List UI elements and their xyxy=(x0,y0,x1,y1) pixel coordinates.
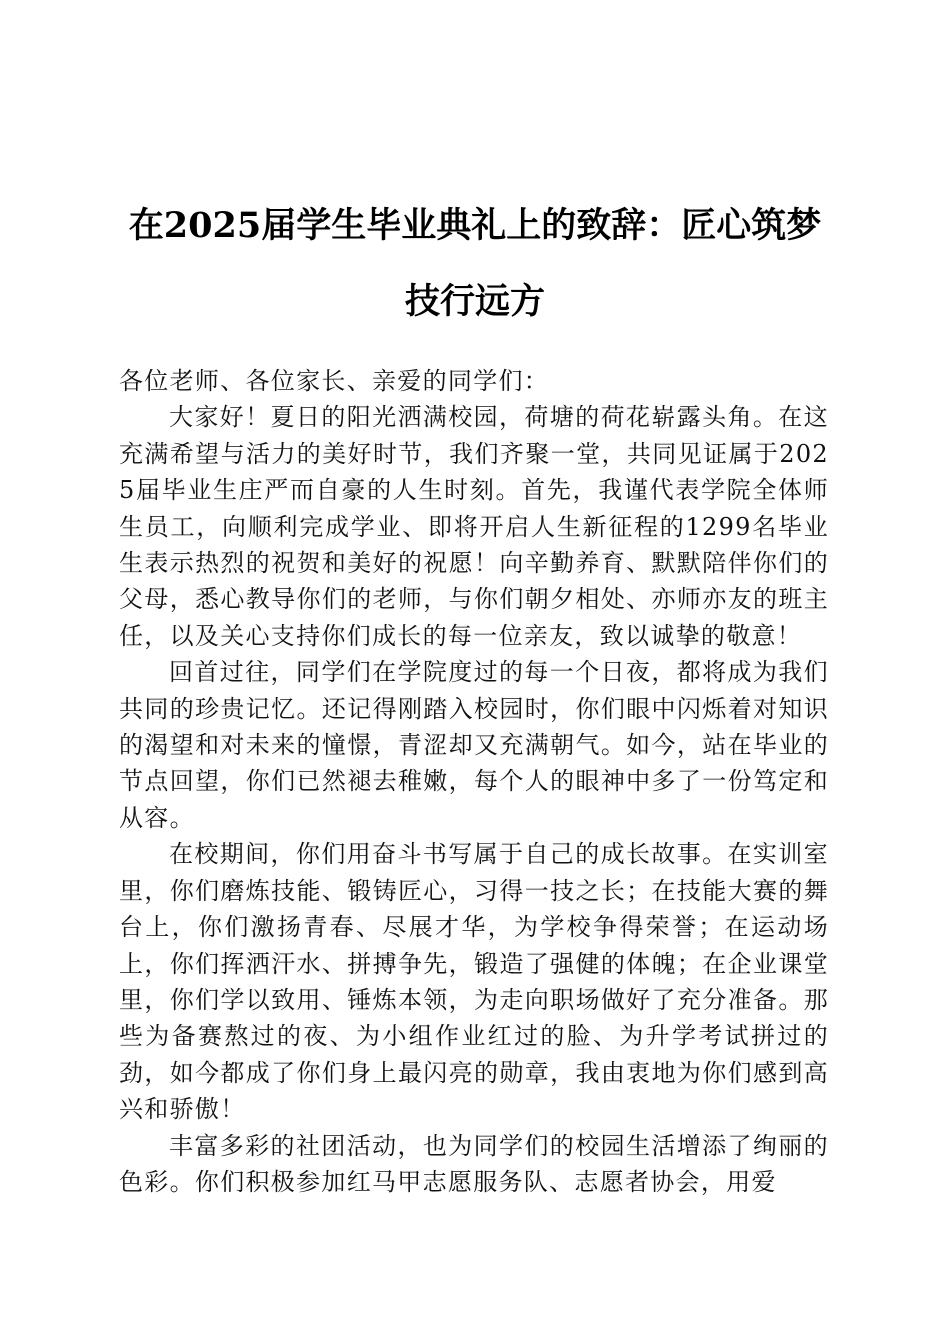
title-line-2: 技行远方 xyxy=(404,281,545,322)
salutation: 各位老师、各位家长、亲爱的同学们： xyxy=(119,367,550,395)
paragraph: 在校期间，你们用奋斗书写属于自己的成长故事。在实训室里，你们磨炼技能、锻铸匠心，习得一技之长；在技能大赛的舞台上，你们激扬青春、尽展才华，为学校争得荣誉；在运动场上，你们挥洒汗水、拼搏争先，锻造了强健的体魄；在企业课堂里，你们学以致用、锤炼本领，为走向职场做好了充分准备。那些为备赛熬过的夜、为小组作业红过的脸、为升学考试拼过的劲，如今都成了你们身上最闪亮的勋章，我由衷地为你们感到高兴和骄傲！ xyxy=(119,840,829,1124)
document-body xyxy=(119,363,829,1200)
paragraph: 丰富多彩的社团活动，也为同学们的校园生活增添了绚丽的色彩。你们积极参加红马甲志愿服务队、志愿者协会，用爱 xyxy=(119,1131,829,1196)
title-line-1: 在2025届学生毕业典礼上的致辞：匠心筑梦 xyxy=(128,205,822,246)
document-title xyxy=(100,188,850,340)
paragraph: 回首过往，同学们在学院度过的每一个日夜，都将成为我们共同的珍贵记忆。还记得刚踏入校园时，你们眼中闪烁着对知识的渴望和对未来的憧憬，青涩却又充满朝气。如今，站在毕业的节点回望，你们已然褪去稚嫩，每个人的眼神中多了一份笃定和从容。 xyxy=(119,658,829,832)
paragraph: 大家好！夏日的阳光洒满校园，荷塘的荷花崭露头角。在这充满希望与活力的美好时节，我们齐聚一堂，共同见证属于2025届毕业生庄严而自豪的人生时刻。首先，我谨代表学院全体师生员工，向顺利完成学业、即将开启人生新征程的1299名毕业生表示热烈的祝贺和美好的祝愿！向辛勤养育、默默陪伴你们的父母，悉心教导你们的老师，与你们朝夕相处、亦师亦友的班主任，以及关心支持你们成长的每一位亲友，致以诚挚的敬意！ xyxy=(119,403,829,650)
